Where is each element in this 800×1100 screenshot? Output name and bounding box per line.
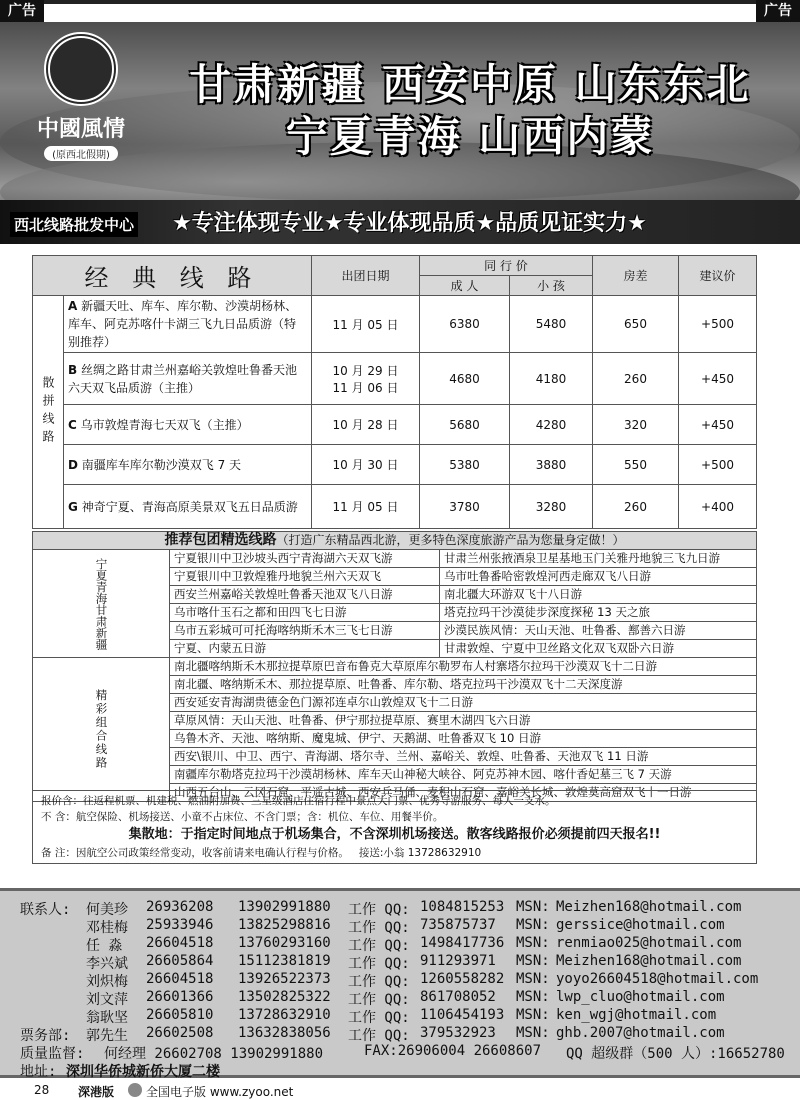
route-child: 4280 <box>510 405 593 445</box>
contact-mobile: 13825298816 <box>238 917 331 933</box>
contact-tel: 26604518 <box>146 935 214 951</box>
contact-qq: 1106454193 <box>420 1007 505 1023</box>
route-text: 丝绸之路甘肃兰州嘉峪关敦煌吐鲁番天池六天双飞品质游（主推） <box>68 362 297 395</box>
rec-cell: 乌市喀什玉石之都和田四飞七日游 <box>170 604 440 622</box>
rec-cell: 宁夏银川中卫敦煌雅丹地貌兰州六天双飞 <box>170 568 440 586</box>
table-row <box>33 485 757 529</box>
route-suggest: +500 <box>679 296 757 353</box>
col-suggest: 建议价 <box>679 256 757 296</box>
route-date-1: 11 月 05 日 <box>332 317 399 332</box>
classic-routes-table <box>32 255 757 529</box>
route-code: G <box>68 499 78 514</box>
rec-cell: 塔克拉玛干沙漠徒步深度探秘 13 天之旅 <box>440 604 757 622</box>
contact-row <box>0 935 800 953</box>
route-adult: 3780 <box>420 485 510 529</box>
contact-qq: 1084815253 <box>420 899 505 915</box>
route-suggest: +450 <box>679 405 757 445</box>
contact-msn: yoyo26604518@hotmail.com <box>556 971 759 987</box>
contact-mobile: 13902991880 <box>238 899 331 915</box>
contact-mobile: 13728632910 <box>238 1007 331 1023</box>
recommend-subtitle: （打造广东精品西北游，更多特色深度旅游产品为您量身定做！） <box>276 533 625 547</box>
col-single: 房差 <box>593 256 679 296</box>
contact-name: 李兴斌 <box>86 956 128 972</box>
contact-msn: Meizhen168@hotmail.com <box>556 953 742 969</box>
edition: 深港版 <box>78 1085 115 1099</box>
contact-name: 何美珍 <box>86 902 128 918</box>
contact-row <box>0 899 800 917</box>
quality-row <box>0 1043 800 1061</box>
note-gather: 集散地：于指定时间地点于机场集合，不含深圳机场接送。散客线路报价必须提前四天报名!! <box>128 827 661 842</box>
route-name <box>64 405 312 445</box>
contact-tel: 26604518 <box>146 971 214 987</box>
table-row <box>33 550 757 568</box>
classic-title: 经 典 线 路 <box>84 264 260 292</box>
rec-cell: 山西五台山、云冈石窟、平遥古城、西安兵马俑、麦积山石窟、嘉峪关长城、敦煌莫高窟双飞十一日游 <box>170 784 757 802</box>
rec-cell: 草原风情：天山天池、吐鲁番、伊宁那拉提草原、赛里木湖四飞六日游 <box>170 712 757 730</box>
route-date <box>312 296 420 353</box>
quality-value: 何经理 26602708 13902991880 <box>104 1046 324 1062</box>
contact-qq: 735875737 <box>420 917 496 933</box>
contact-name: 刘炽梅 <box>86 974 128 990</box>
route-text: 乌市敦煌青海七天双飞（主推） <box>80 417 249 432</box>
route-single: 320 <box>593 405 679 445</box>
contact-mobile: 13632838056 <box>238 1025 331 1041</box>
route-single: 550 <box>593 445 679 485</box>
route-single: 260 <box>593 485 679 529</box>
rec-cell: 乌市五彩城可可托海喀纳斯禾木三飞七日游 <box>170 622 440 640</box>
route-name <box>64 353 312 405</box>
contact-name: 郭先生 <box>86 1028 128 1044</box>
contact-msn: lwp_cluo@hotmail.com <box>556 989 725 1005</box>
col-adult: 成 人 <box>420 276 510 296</box>
contact-msn: renmiao025@hotmail.com <box>556 935 742 951</box>
table-row <box>33 405 757 445</box>
address-label: 地址: <box>20 1064 57 1080</box>
note-include: 报价含：往返程机票、机建税、燃油附加费、三星级酒店住宿行程中景点大门票、优秀导游服务、每人一支水。 <box>41 795 556 807</box>
wholesale-label: 西北线路批发中心 <box>10 212 138 237</box>
qq-group: QQ 超级群（500 人）:16652780 <box>566 1046 785 1062</box>
logo-swirl-icon <box>44 32 118 106</box>
route-single: 650 <box>593 296 679 353</box>
contact-qq: 861708052 <box>420 989 496 1005</box>
contact-mobile: 13502825322 <box>238 989 331 1005</box>
route-text: 南疆库车库尔勒沙漠双飞 7 天 <box>81 457 242 472</box>
route-adult: 5380 <box>420 445 510 485</box>
contact-qq-label: 工作 QQ: <box>348 1028 410 1044</box>
rec-cell: 西安兰州嘉峪关敦煌吐鲁番天池双飞八日游 <box>170 586 440 604</box>
rec-cell: 甘肃敦煌、宁夏中卫丝路文化双飞双卧六日游 <box>440 640 757 658</box>
rec-cell: 宁夏银川中卫沙坡头西宁青海湖六天双飞游 <box>170 550 440 568</box>
contact-tel: 26605864 <box>146 953 214 969</box>
contact-qq-label: 工作 QQ: <box>348 938 410 954</box>
route-code: C <box>68 417 77 432</box>
logo-name: 中國風情 <box>36 116 125 142</box>
banner <box>0 22 800 244</box>
msn-label: MSN: <box>516 971 550 987</box>
contact-qq: 1498417736 <box>420 935 505 951</box>
contact-mobile: 13760293160 <box>238 935 331 951</box>
contact-qq: 379532923 <box>420 1025 496 1041</box>
route-date: 10 月 28 日 <box>312 405 420 445</box>
page-number: 28 <box>34 1083 50 1097</box>
recommended-routes-table <box>32 531 757 802</box>
contacts-panel <box>0 888 800 1078</box>
route-date: 11 月 05 日 <box>312 485 420 529</box>
msn-label: MSN: <box>516 899 550 915</box>
contact-row <box>0 1025 800 1043</box>
contact-tel: 26601366 <box>146 989 214 1005</box>
note-remark-line <box>41 845 748 861</box>
contact-name: 任 淼 <box>86 938 123 954</box>
contact-tel: 25933946 <box>146 917 214 933</box>
ad-label-left: 广告 <box>0 0 44 22</box>
col-price: 同 行 价 <box>420 256 593 276</box>
route-child: 3280 <box>510 485 593 529</box>
contact-qq-label: 工作 QQ: <box>348 920 410 936</box>
msn-label: MSN: <box>516 917 550 933</box>
route-child: 5480 <box>510 296 593 353</box>
contact-msn: Meizhen168@hotmail.com <box>556 899 742 915</box>
route-name <box>64 485 312 529</box>
address-row <box>0 1061 800 1079</box>
notes-box <box>32 790 757 864</box>
route-name <box>64 445 312 485</box>
contact-tel: 26605810 <box>146 1007 214 1023</box>
recommend-title: 推荐包团精选线路 <box>164 532 277 548</box>
contact-name: 翁耿坚 <box>86 1010 128 1026</box>
contact-msn: gerssice@hotmail.com <box>556 917 725 933</box>
logo <box>22 32 140 192</box>
route-child: 4180 <box>510 353 593 405</box>
side-label-combo: 精彩组合线路 <box>33 658 170 802</box>
contact-msn: ken_wgj@hotmail.com <box>556 1007 717 1023</box>
fax-value: FAX:26906004 26608607 <box>364 1043 542 1059</box>
contact-row <box>0 971 800 989</box>
contact-mobile: 13926522373 <box>238 971 331 987</box>
rec-cell: 南北疆、喀纳斯禾木、那拉提草原、吐鲁番、库尔勒、塔克拉玛干沙漠双飞十二天深度游 <box>170 676 757 694</box>
side-label-regions: 宁夏青海甘肃新疆 <box>33 550 170 658</box>
rec-cell: 宁夏、内蒙五日游 <box>170 640 440 658</box>
table-row <box>33 296 757 353</box>
route-name <box>64 296 312 353</box>
ad-label-right: 广告 <box>756 0 800 22</box>
msn-label: MSN: <box>516 1007 550 1023</box>
top-rule <box>0 0 800 4</box>
contact-row <box>0 989 800 1007</box>
msn-label: MSN: <box>516 935 550 951</box>
rec-cell: 南疆库尔勒塔克拉玛干沙漠胡杨林、库车天山神秘大峡谷、阿克苏神木园、喀什香妃墓三飞 7 天游 <box>170 766 757 784</box>
col-child: 小 孩 <box>510 276 593 296</box>
route-date: 10 月 30 日 <box>312 445 420 485</box>
rec-cell: 南北疆喀纳斯禾木那拉提草原巴音布鲁克大草原库尔勒罗布人村寨塔尔拉玛干沙漠双飞十二日游 <box>170 658 757 676</box>
rec-cell: 西安\银川、中卫、西宁、青海湖、塔尔寺、兰州、嘉峪关、敦煌、吐鲁番、天池双飞 11 日游 <box>170 748 757 766</box>
logo-sub: (原西北假期) <box>44 146 118 161</box>
contact-qq-label: 工作 QQ: <box>348 956 410 972</box>
contact-tel: 26936208 <box>146 899 214 915</box>
headline-2: 宁夏青海 山西内蒙 <box>285 112 655 161</box>
rec-cell: 甘肃兰州张掖酒泉卫星基地玉门关雅丹地貌三飞九日游 <box>440 550 757 568</box>
contact-qq-label: 工作 QQ: <box>348 992 410 1008</box>
table-row <box>33 658 757 676</box>
note-exclude: 不 含：航空保险、机场接送、小童不占床位、不含门票；含：机位、车位、用餐半价。 <box>41 811 444 823</box>
rec-cell: 沙漠民族风情：天山天池、吐鲁番、鄯善六日游 <box>440 622 757 640</box>
route-child: 3880 <box>510 445 593 485</box>
route-code: B <box>68 362 78 377</box>
msn-label: MSN: <box>516 1025 550 1041</box>
route-single: 260 <box>593 353 679 405</box>
globe-icon <box>128 1083 142 1097</box>
table-row <box>33 353 757 405</box>
contact-mobile: 15112381819 <box>238 953 331 969</box>
quality-label: 质量监督: <box>20 1046 85 1062</box>
col-date: 出团日期 <box>312 256 420 296</box>
contact-row <box>0 953 800 971</box>
route-suggest: +400 <box>679 485 757 529</box>
contact-row <box>0 1007 800 1025</box>
msn-label: MSN: <box>516 953 550 969</box>
contact-qq-label: 工作 QQ: <box>348 974 410 990</box>
slogan: ★专注体现专业★专业体现品质★品质见证实力★ <box>172 211 647 236</box>
contact-qq-label: 工作 QQ: <box>348 902 410 918</box>
route-code: D <box>68 457 78 472</box>
route-adult: 5680 <box>420 405 510 445</box>
recommend-title-cell <box>33 532 757 550</box>
msn-label: MSN: <box>516 989 550 1005</box>
route-text: 新疆天吐、库车、库尔勒、沙漠胡杨林、库车、阿克苏喀什卡湖三飞九日品质游（特别推荐） <box>68 299 298 349</box>
note-pickup: 接送:小翁 13728632910 <box>358 847 482 859</box>
site: 全国电子版 www.zyoo.net <box>146 1085 294 1099</box>
rec-cell: 南北疆大环游双飞十八日游 <box>440 586 757 604</box>
contact-qq-label: 工作 QQ: <box>348 1010 410 1026</box>
classic-title-cell <box>33 256 312 296</box>
contact-label: 联系人: <box>20 902 71 918</box>
table-row <box>33 445 757 485</box>
contact-qq: 1260558282 <box>420 971 505 987</box>
route-suggest: +450 <box>679 353 757 405</box>
route-text: 神奇宁夏、青海高原美景双飞五日品质游 <box>81 499 298 514</box>
contact-tel: 26602508 <box>146 1025 214 1041</box>
note-remark: 备 注：因航空公司政策经常变动，收客前请来电确认行程与价格。 <box>41 847 349 859</box>
headline-1: 甘肃新疆 西安中原 山东东北 <box>189 60 751 109</box>
rec-cell: 乌鲁木齐、天池、喀纳斯、魔鬼城、伊宁、天鹅湖、吐鲁番双飞 10 日游 <box>170 730 757 748</box>
route-date-1: 10 月 29 日 <box>332 363 399 378</box>
footer <box>0 1080 800 1100</box>
ticket-label: 票务部: <box>20 1028 71 1044</box>
route-suggest: +500 <box>679 445 757 485</box>
side-label-scattered: 散拼线路 <box>33 296 64 529</box>
rec-cell: 乌市吐鲁番哈密敦煌河西走廊双飞八日游 <box>440 568 757 586</box>
rec-cell: 西安延安青海湖贵德金色门源祁连卓尔山敦煌双飞十二日游 <box>170 694 757 712</box>
route-code: A <box>68 299 78 313</box>
contact-msn: ghb.2007@hotmail.com <box>556 1025 725 1041</box>
route-adult: 4680 <box>420 353 510 405</box>
contact-name: 邓桂梅 <box>86 920 128 936</box>
route-date <box>312 353 420 405</box>
contact-qq: 911293971 <box>420 953 496 969</box>
contact-name: 刘文萍 <box>86 992 128 1008</box>
route-date-2: 11 月 06 日 <box>332 380 399 395</box>
address-value: 深圳华侨城新侨大厦二楼 <box>66 1064 220 1080</box>
contact-row <box>0 917 800 935</box>
route-adult: 6380 <box>420 296 510 353</box>
